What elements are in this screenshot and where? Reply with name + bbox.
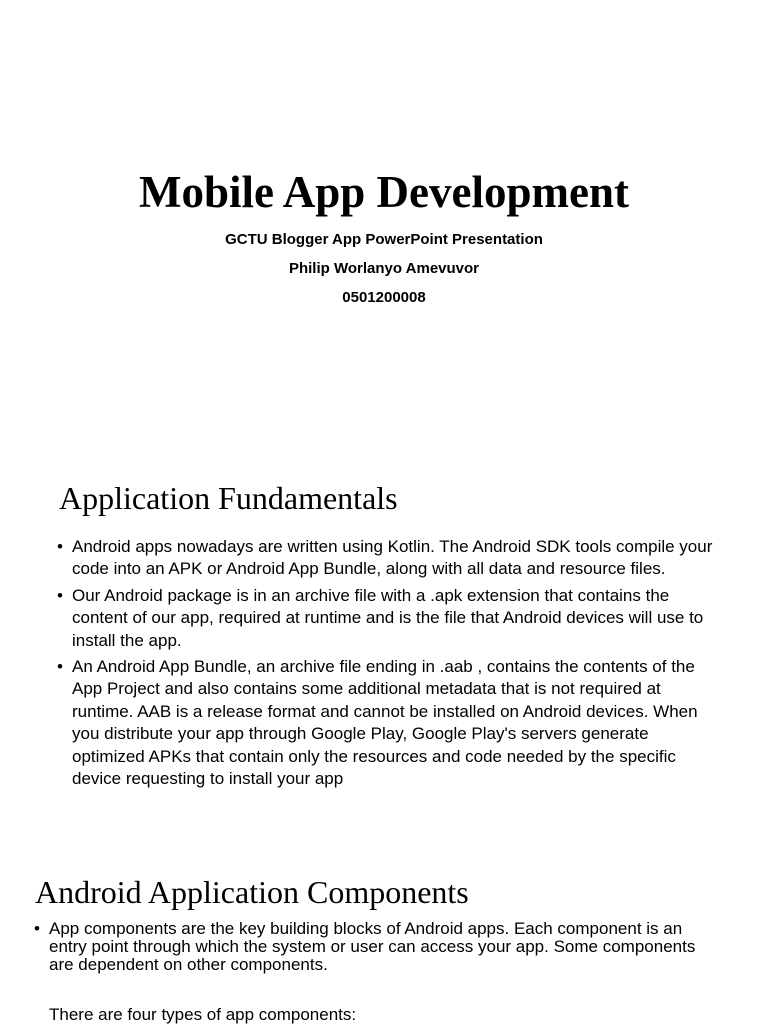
subtitle-author-id: 0501200008 xyxy=(342,289,426,306)
bullet-text: Our Android package is in an archive file with a .apk extension that contains the content of our app, required at runtime and is the file that Android devices will use to install the app. xyxy=(72,585,704,650)
bullet-text: App components are the key building blocks of Android apps. Each component is an entry point through which the system or user can access your app. Some components are dependent on other components. xyxy=(49,919,696,974)
slide-heading: Application Fundamentals xyxy=(59,480,398,516)
list-item xyxy=(57,585,717,652)
bullet-list xyxy=(57,536,717,794)
bullet-icon: • xyxy=(57,585,63,605)
slide-heading: Android Application Components xyxy=(35,874,469,910)
component-types-intro: There are four types of app components: xyxy=(49,1005,357,1024)
fundamentals-slide xyxy=(0,448,768,856)
bullet-text: An Android App Bundle, an archive file ending in .aab , contains the contents of the App Project and also contains some additional metadata that is not required at runtime. AAB is a release format and cannot be installed on Android devices. When you distribute your app through Google Play, Google Play's servers generate optimized APKs that contain only the resources and code needed by the specific device requesting to install your app xyxy=(72,657,698,789)
list-item xyxy=(57,656,717,790)
bullet-text: Android apps nowadays are written using Kotlin. The Android SDK tools compile your code into an APK or Android App Bundle, along with all data and resource files. xyxy=(72,537,713,579)
bullet-icon: • xyxy=(57,657,63,677)
subtitle-author-name: Philip Worlanyo Amevuvor xyxy=(288,260,480,277)
presentation-title: Mobile App Development xyxy=(139,167,629,217)
components-slide xyxy=(0,856,768,1024)
bullet-icon: • xyxy=(57,537,63,556)
subtitle-presentation-name: GCTU Blogger App PowerPoint Presentation xyxy=(225,231,543,248)
bullet-list xyxy=(34,920,724,974)
list-item xyxy=(57,536,717,581)
list-item xyxy=(34,920,724,974)
title-slide xyxy=(0,0,768,448)
bullet-icon: • xyxy=(34,919,40,938)
